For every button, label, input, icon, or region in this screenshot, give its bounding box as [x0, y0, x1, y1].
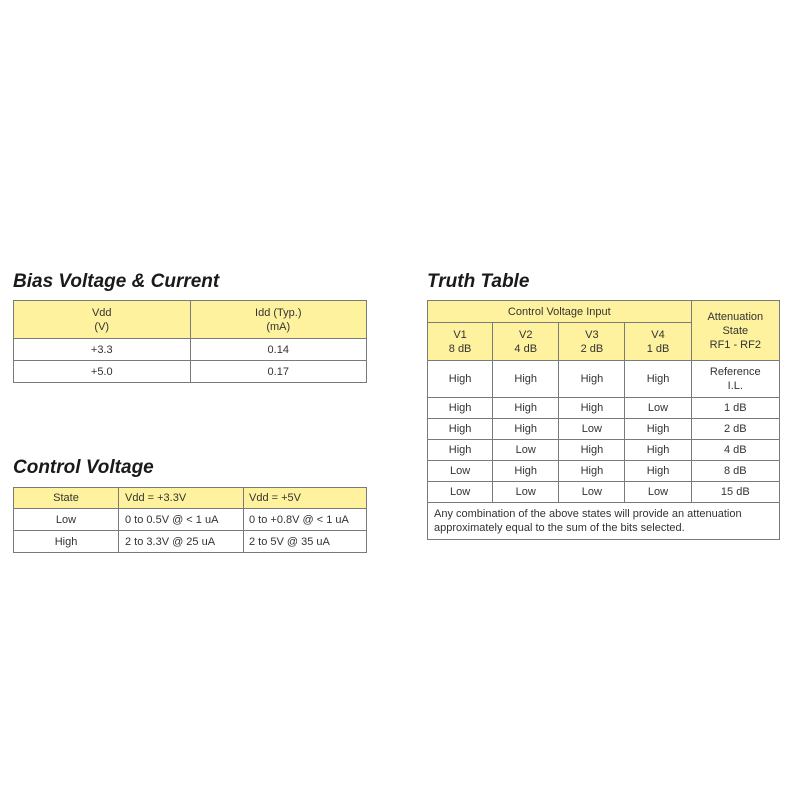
- table-cell: 0.17: [190, 361, 367, 383]
- attenuation-cell: [691, 361, 779, 398]
- v3-header: [559, 323, 625, 361]
- table-cell: High: [625, 419, 691, 440]
- table-cell: 2 to 5V @ 35 uA: [244, 531, 367, 553]
- table-cell: High: [559, 361, 625, 398]
- table-cell: High: [14, 531, 119, 553]
- table-row: [428, 361, 780, 398]
- table-cell: High: [493, 461, 559, 482]
- attenuation-cell: 4 dB: [691, 440, 779, 461]
- control-voltage-table: [13, 487, 367, 553]
- table-cell: High: [625, 440, 691, 461]
- vdd-header: [14, 301, 191, 339]
- table-row: [14, 361, 367, 383]
- table-cell: High: [493, 398, 559, 419]
- table-cell: High: [428, 361, 493, 398]
- table-cell: High: [625, 461, 691, 482]
- table-row: [14, 339, 367, 361]
- attenuation-cell: 2 dB: [691, 419, 779, 440]
- table-cell: Low: [428, 461, 493, 482]
- table-cell: 0 to 0.5V @ < 1 uA: [119, 509, 244, 531]
- attenuation-cell: 1 dB: [691, 398, 779, 419]
- header-line: Idd (Typ.): [255, 306, 302, 319]
- header-line: State: [722, 324, 749, 337]
- table-row: [14, 531, 367, 553]
- table-cell: Low: [559, 419, 625, 440]
- header-line: V4: [651, 328, 665, 341]
- table-cell: High: [559, 398, 625, 419]
- header-unit: 8 dB: [448, 342, 472, 355]
- v4-header: [625, 323, 691, 361]
- header-unit: (V): [94, 320, 110, 333]
- truth-table-title: Truth Table: [427, 271, 530, 292]
- table-cell: Low: [625, 482, 691, 503]
- header-line: V1: [453, 328, 467, 341]
- attenuation-state-header: [691, 301, 779, 361]
- header-unit: (mA): [266, 320, 291, 333]
- truth-table-note: [428, 503, 780, 540]
- header-line: V3: [585, 328, 599, 341]
- table-header-row: [428, 301, 780, 323]
- table-cell: High: [428, 398, 493, 419]
- header-unit: 1 dB: [646, 342, 670, 355]
- attenuation-cell: 8 dB: [691, 461, 779, 482]
- cell-line: I.L.: [727, 380, 743, 392]
- v2-header: [493, 323, 559, 361]
- bias-voltage-table: [13, 300, 367, 383]
- attenuation-cell: 15 dB: [691, 482, 779, 503]
- header-line: V2: [519, 328, 533, 341]
- table-row: [428, 398, 780, 419]
- table-header-row: [14, 301, 367, 339]
- control-voltage-input-header: Control Voltage Input: [428, 301, 692, 323]
- table-cell: High: [493, 361, 559, 398]
- cell-line: Reference: [709, 366, 761, 378]
- header-line: Vdd: [91, 306, 112, 319]
- table-cell: Low: [559, 482, 625, 503]
- header-line: RF1 - RF2: [709, 338, 761, 351]
- table-note-row: [428, 503, 780, 540]
- note-line: Any combination of the above states will provide an attenuation: [434, 508, 742, 520]
- vdd5-header: Vdd = +5V: [244, 488, 367, 509]
- table-header-row: [14, 488, 367, 509]
- table-cell: High: [493, 419, 559, 440]
- table-cell: Low: [493, 440, 559, 461]
- table-cell: Low: [493, 482, 559, 503]
- truth-table: [427, 300, 780, 540]
- table-row: [428, 461, 780, 482]
- control-voltage-title: Control Voltage: [13, 457, 154, 478]
- table-cell: High: [625, 361, 691, 398]
- bias-voltage-title: Bias Voltage & Current: [13, 271, 220, 292]
- table-cell: High: [428, 440, 493, 461]
- table-cell: 0.14: [190, 339, 367, 361]
- table-row: [428, 419, 780, 440]
- idd-header: [190, 301, 367, 339]
- table-row: [428, 440, 780, 461]
- table-cell: High: [428, 419, 493, 440]
- note-line: approximately equal to the sum of the bits selected.: [434, 522, 685, 534]
- table-cell: 2 to 3.3V @ 25 uA: [119, 531, 244, 553]
- v1-header: [428, 323, 493, 361]
- table-row: [14, 509, 367, 531]
- table-cell: Low: [428, 482, 493, 503]
- table-cell: Low: [625, 398, 691, 419]
- header-unit: 4 dB: [514, 342, 538, 355]
- table-cell: High: [559, 440, 625, 461]
- table-cell: +3.3: [14, 339, 191, 361]
- table-cell: High: [559, 461, 625, 482]
- state-header: State: [14, 488, 119, 509]
- table-row: [428, 482, 780, 503]
- vdd33-header: Vdd = +3.3V: [119, 488, 244, 509]
- header-unit: 2 dB: [580, 342, 604, 355]
- table-cell: 0 to +0.8V @ < 1 uA: [244, 509, 367, 531]
- table-cell: +5.0: [14, 361, 191, 383]
- header-line: Attenuation: [707, 310, 764, 323]
- table-cell: Low: [14, 509, 119, 531]
